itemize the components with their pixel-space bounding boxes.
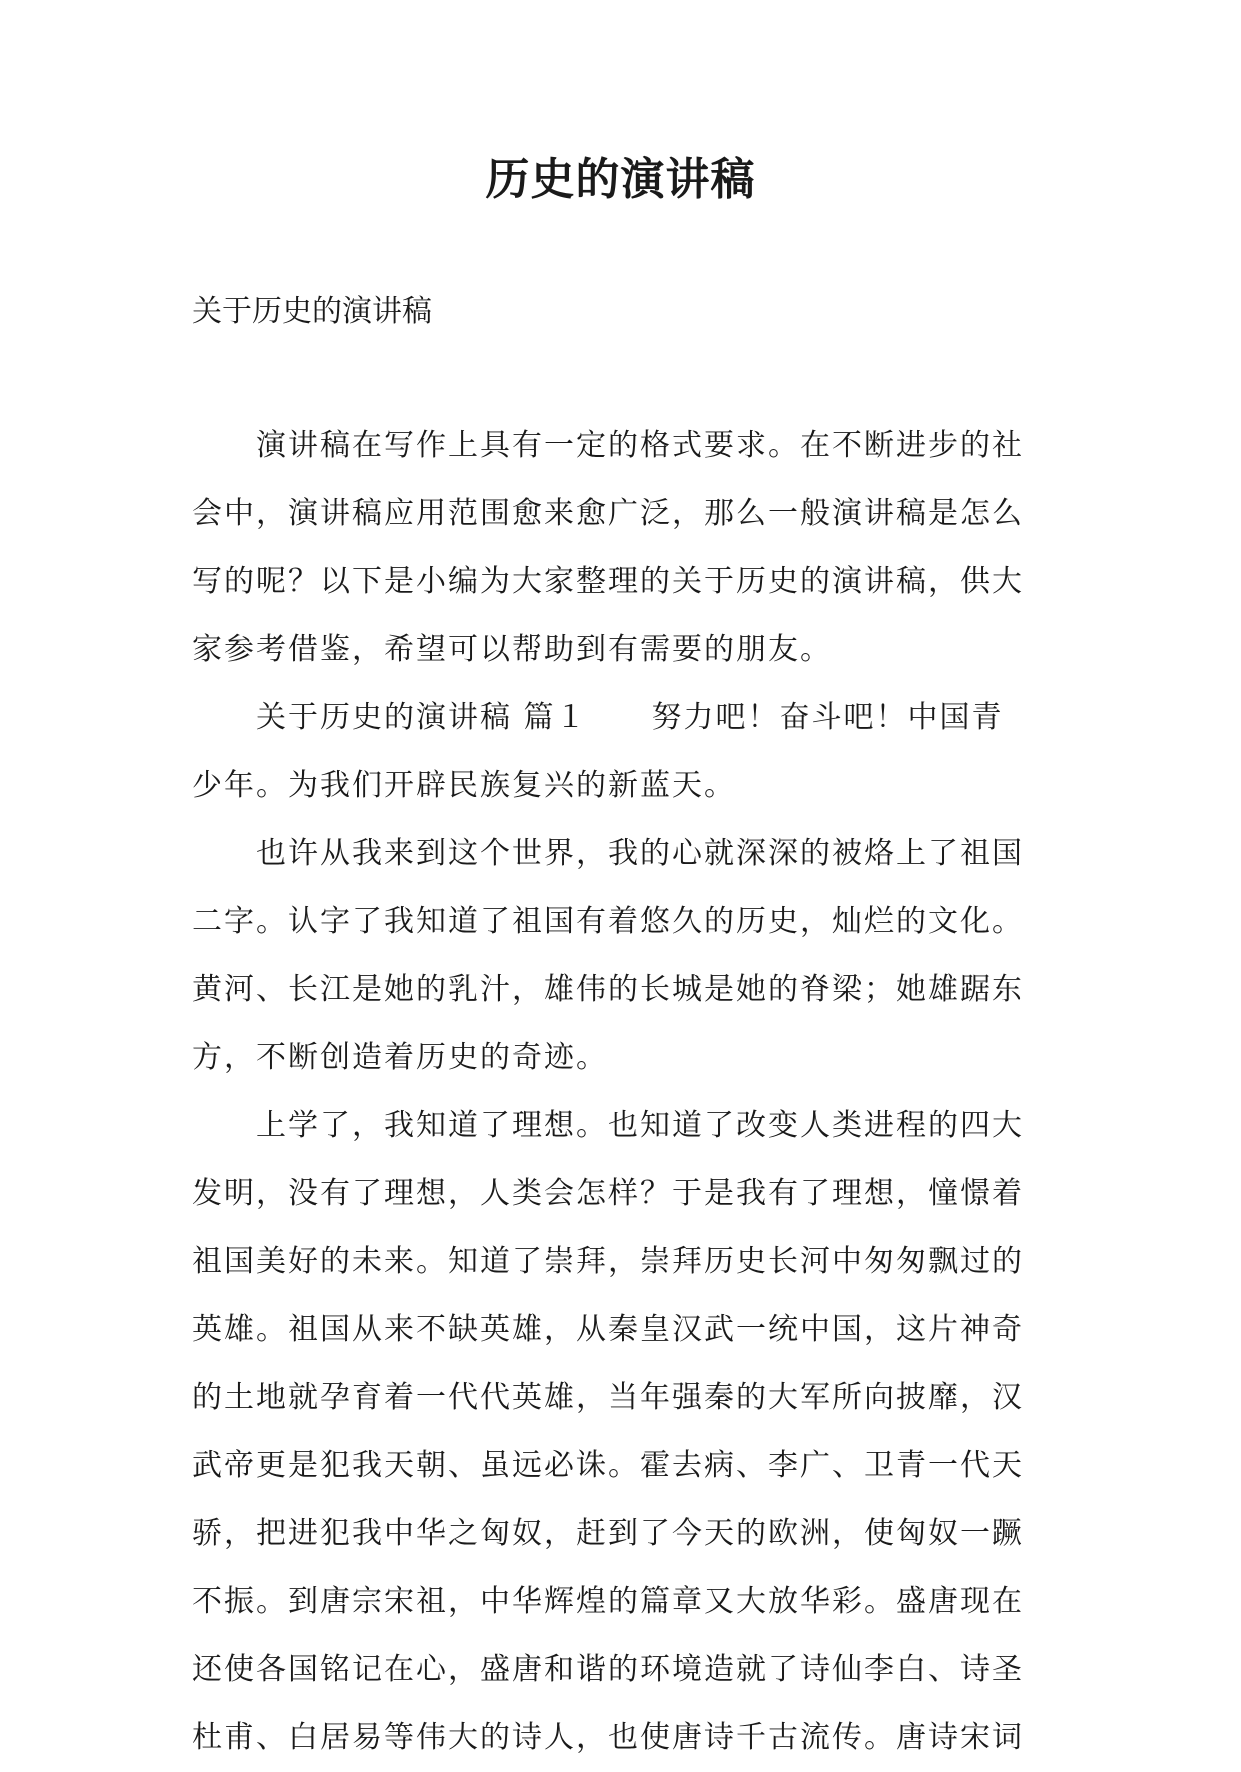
body-line: 的土地就孕育着一代代英雄，当年强秦的大军所向披靡，汉 [192, 1380, 1024, 1415]
body-line: 关于历史的演讲稿 篇１ 努力吧！奋斗吧！中国青 [256, 700, 1004, 735]
body-line: 少年。为我们开辟民族复兴的新蓝天。 [192, 768, 736, 803]
body-line: 英雄。祖国从来不缺英雄，从秦皇汉武一统中国，这片神奇 [192, 1312, 1024, 1347]
body-line: 不振。到唐宗宋祖，中华辉煌的篇章又大放华彩。盛唐现在 [192, 1584, 1024, 1619]
body-line: 二字。认字了我知道了祖国有着悠久的历史，灿烂的文化。 [192, 904, 1024, 939]
body-line: 上学了，我知道了理想。也知道了改变人类进程的四大 [256, 1108, 1024, 1143]
body-line: 杜甫、白居易等伟大的诗人，也使唐诗千古流传。唐诗宋词 [192, 1720, 1024, 1755]
document-title: 历史的演讲稿 [485, 154, 756, 205]
body-line: 会中，演讲稿应用范围愈来愈广泛，那么一般演讲稿是怎么 [192, 496, 1024, 531]
body-line: 祖国美好的未来。知道了崇拜，崇拜历史长河中匆匆飘过的 [192, 1244, 1024, 1279]
body-line: 骄，把进犯我中华之匈奴，赶到了今天的欧洲，使匈奴一蹶 [192, 1516, 1024, 1551]
body-line: 还使各国铭记在心，盛唐和谐的环境造就了诗仙李白、诗圣 [192, 1652, 1024, 1687]
body-line: 发明，没有了理想，人类会怎样？于是我有了理想，憧憬着 [192, 1176, 1024, 1211]
body-line: 黄河、长江是她的乳汁，雄伟的长城是她的脊梁；她雄踞东 [192, 972, 1024, 1007]
body-line: 也许从我来到这个世界，我的心就深深的被烙上了祖国 [256, 836, 1024, 871]
body-line: 家参考借鉴，希望可以帮助到有需要的朋友。 [192, 632, 832, 667]
body-line: 写的呢？以下是小编为大家整理的关于历史的演讲稿，供大 [192, 564, 1024, 599]
document-body [192, 412, 1072, 1772]
body-line: 武帝更是犯我天朝、虽远必诛。霍去病、李广、卫青一代天 [192, 1448, 1024, 1483]
body-line: 方，不断创造着历史的奇迹。 [192, 1040, 608, 1075]
body-line: 演讲稿在写作上具有一定的格式要求。在不断进步的社 [256, 428, 1024, 463]
document-subtitle: 关于历史的演讲稿 [192, 294, 432, 329]
